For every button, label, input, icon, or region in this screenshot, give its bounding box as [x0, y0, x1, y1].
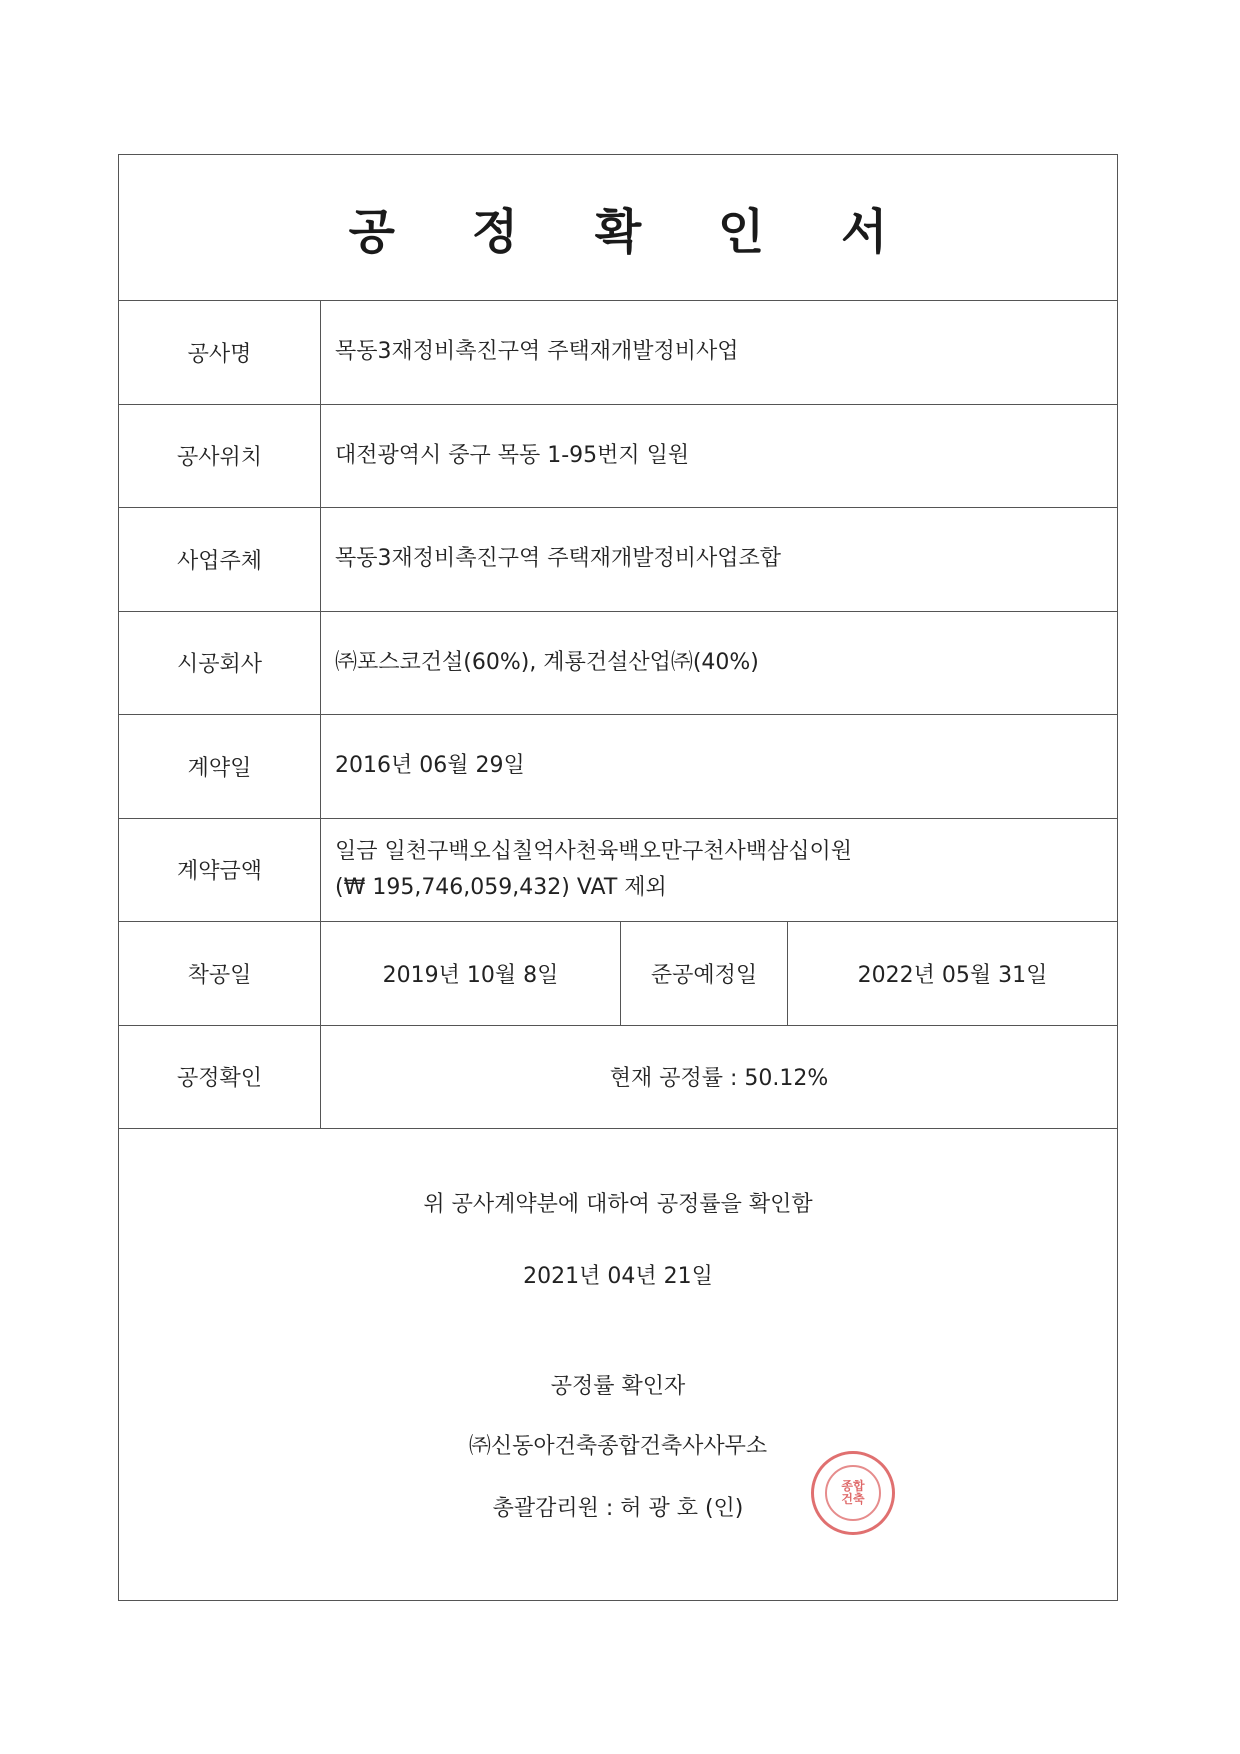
row-construction-dates: [119, 922, 1117, 1026]
confirmation-statement: 위 공사계약분에 대하여 공정률을 확인함: [423, 1192, 813, 1217]
row-contract-date: [119, 715, 1117, 819]
confirmation-date: 2021년 04년 21일: [523, 1264, 713, 1289]
value-contract-date: 2016년 06월 29일: [335, 753, 525, 779]
row-project-name: [119, 301, 1117, 405]
row-contractor: [119, 612, 1117, 716]
supervisor-signature: 총괄감리원 : 허 광 호 (인): [492, 1496, 744, 1521]
label-progress: 공정확인: [119, 1026, 321, 1129]
label-completion-date: 준공예정일: [621, 922, 788, 1025]
row-project-owner: [119, 508, 1117, 612]
label-contract-amount: 계약금액: [119, 819, 321, 922]
label-project-location: 공사위치: [119, 405, 321, 508]
seal-inner-ring: [825, 1465, 881, 1521]
label-start-date: 착공일: [119, 922, 321, 1025]
label-contractor: 시공회사: [119, 612, 321, 715]
value-project-name: 목동3재정비촉진구역 주택재개발정비사업: [335, 339, 739, 365]
row-progress: [119, 1026, 1117, 1130]
value-project-location: 대전광역시 중구 목동 1-95번지 일원: [335, 442, 690, 468]
label-project-owner: 사업주체: [119, 508, 321, 611]
value-progress: 현재 공정률 : 50.12%: [609, 1066, 829, 1092]
row-contract-amount: [119, 819, 1117, 923]
contract-amount-korean: 일금 일천구백오십칠억사천육백오만구천사백삼십이원: [335, 838, 853, 864]
confirmation-form: [118, 154, 1118, 1601]
value-contract-amount: [321, 819, 1117, 922]
confirmer-title: 공정률 확인자: [550, 1374, 686, 1399]
label-contract-date: 계약일: [119, 715, 321, 818]
value-completion-date: 2022년 05월 31일: [857, 962, 1048, 988]
contract-amount-numeric: (₩ 195,746,059,432) VAT 제외: [335, 874, 667, 900]
value-project-owner: 목동3재정비촉진구역 주택재개발정비사업조합: [335, 546, 782, 572]
value-start-date: 2019년 10월 8일: [321, 922, 621, 1025]
company-seal-stamp: [811, 1451, 895, 1535]
document-title: 공 정 확 인 서: [119, 155, 1117, 301]
confirmation-footer: [119, 1129, 1117, 1599]
seal-text: 종합 건축: [841, 1479, 865, 1506]
label-project-name: 공사명: [119, 301, 321, 404]
value-contractor: ㈜포스코건설(60%), 계룡건설산업㈜(40%): [335, 649, 759, 675]
confirmer-company: ㈜신동아건축종합건축사사무소: [468, 1434, 768, 1459]
row-project-location: [119, 405, 1117, 509]
